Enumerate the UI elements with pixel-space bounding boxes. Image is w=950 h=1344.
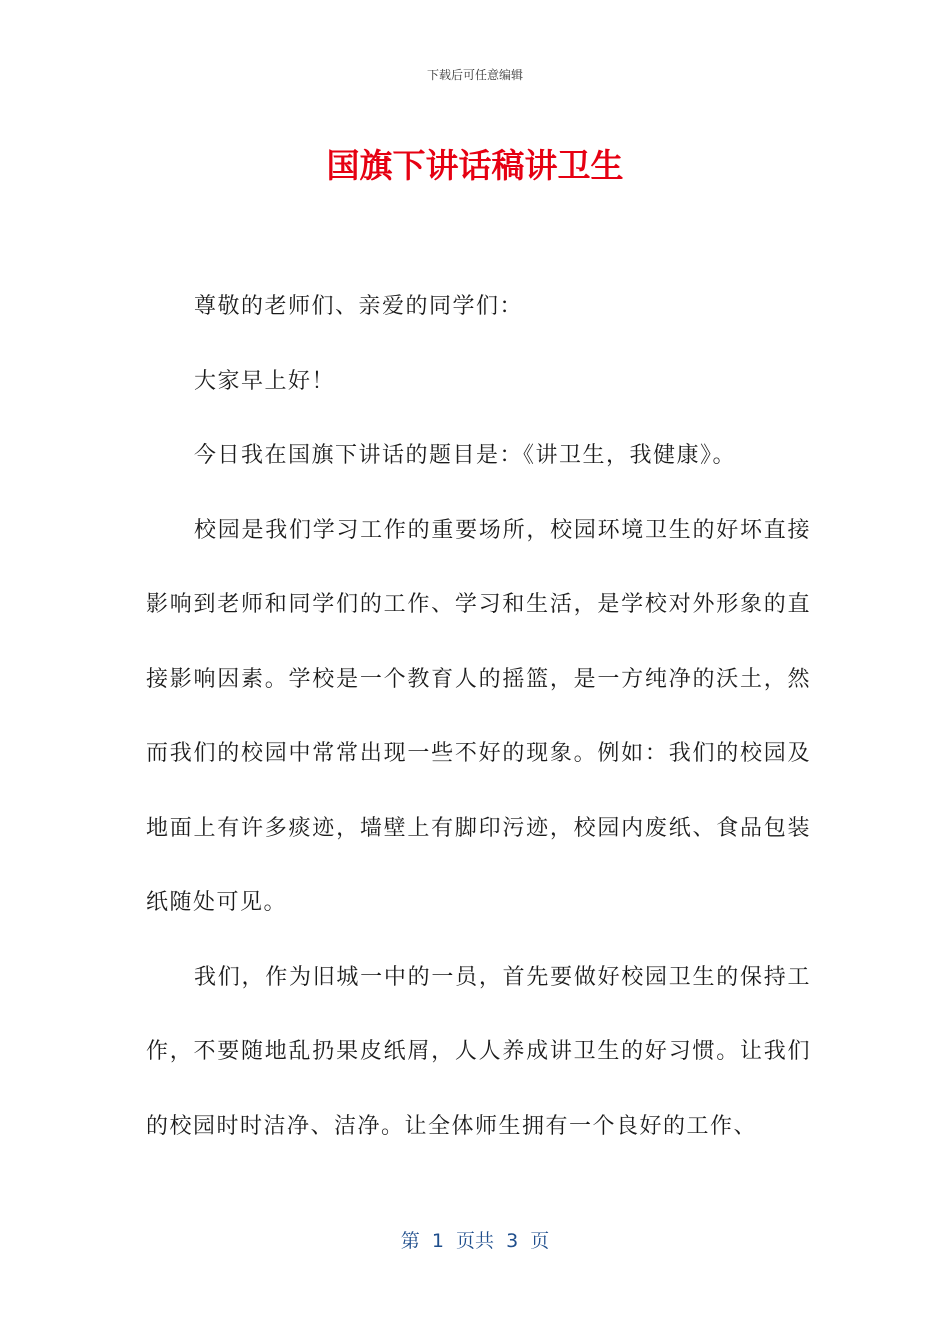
paragraph-salutation: 尊敬的老师们、亲爱的同学们：	[194, 294, 524, 319]
page-number-footer: 第 1 页共 3 页	[400, 1230, 550, 1252]
document-body	[146, 270, 811, 1164]
paragraph-greeting: 大家早上好！	[194, 368, 336, 394]
paragraph-action: 我们，作为旧城一中的一员，首先要做好校园卫生的保持工作，不要随地乱扔果皮纸屑，人人养成讲卫生的好习惯。让我们的校园时时洁净、洁净。让全体师生拥有一个良好的工作、	[146, 964, 811, 1139]
header-note: 下载后可任意编辑	[426, 68, 523, 82]
document-title: 国旗下讲话稿讲卫生	[326, 146, 624, 185]
paragraph-campus: 校园是我们学习工作的重要场所，校园环境卫生的好坏直接影响到老师和同学们的工作、学习和生活，是学校对外形象的直接影响因素。学校是一个教育人的摇篮，是一方纯净的沃土，然而我们的校园中常常出现一些不好的现象。例如：我们的校园及地面上有许多痰迹，墙壁上有脚印污迹，校园内废纸、食品包装纸随处可见。	[146, 517, 811, 915]
paragraph-topic: 今日我在国旗下讲话的题目是：《讲卫生，我健康》。	[194, 443, 737, 468]
